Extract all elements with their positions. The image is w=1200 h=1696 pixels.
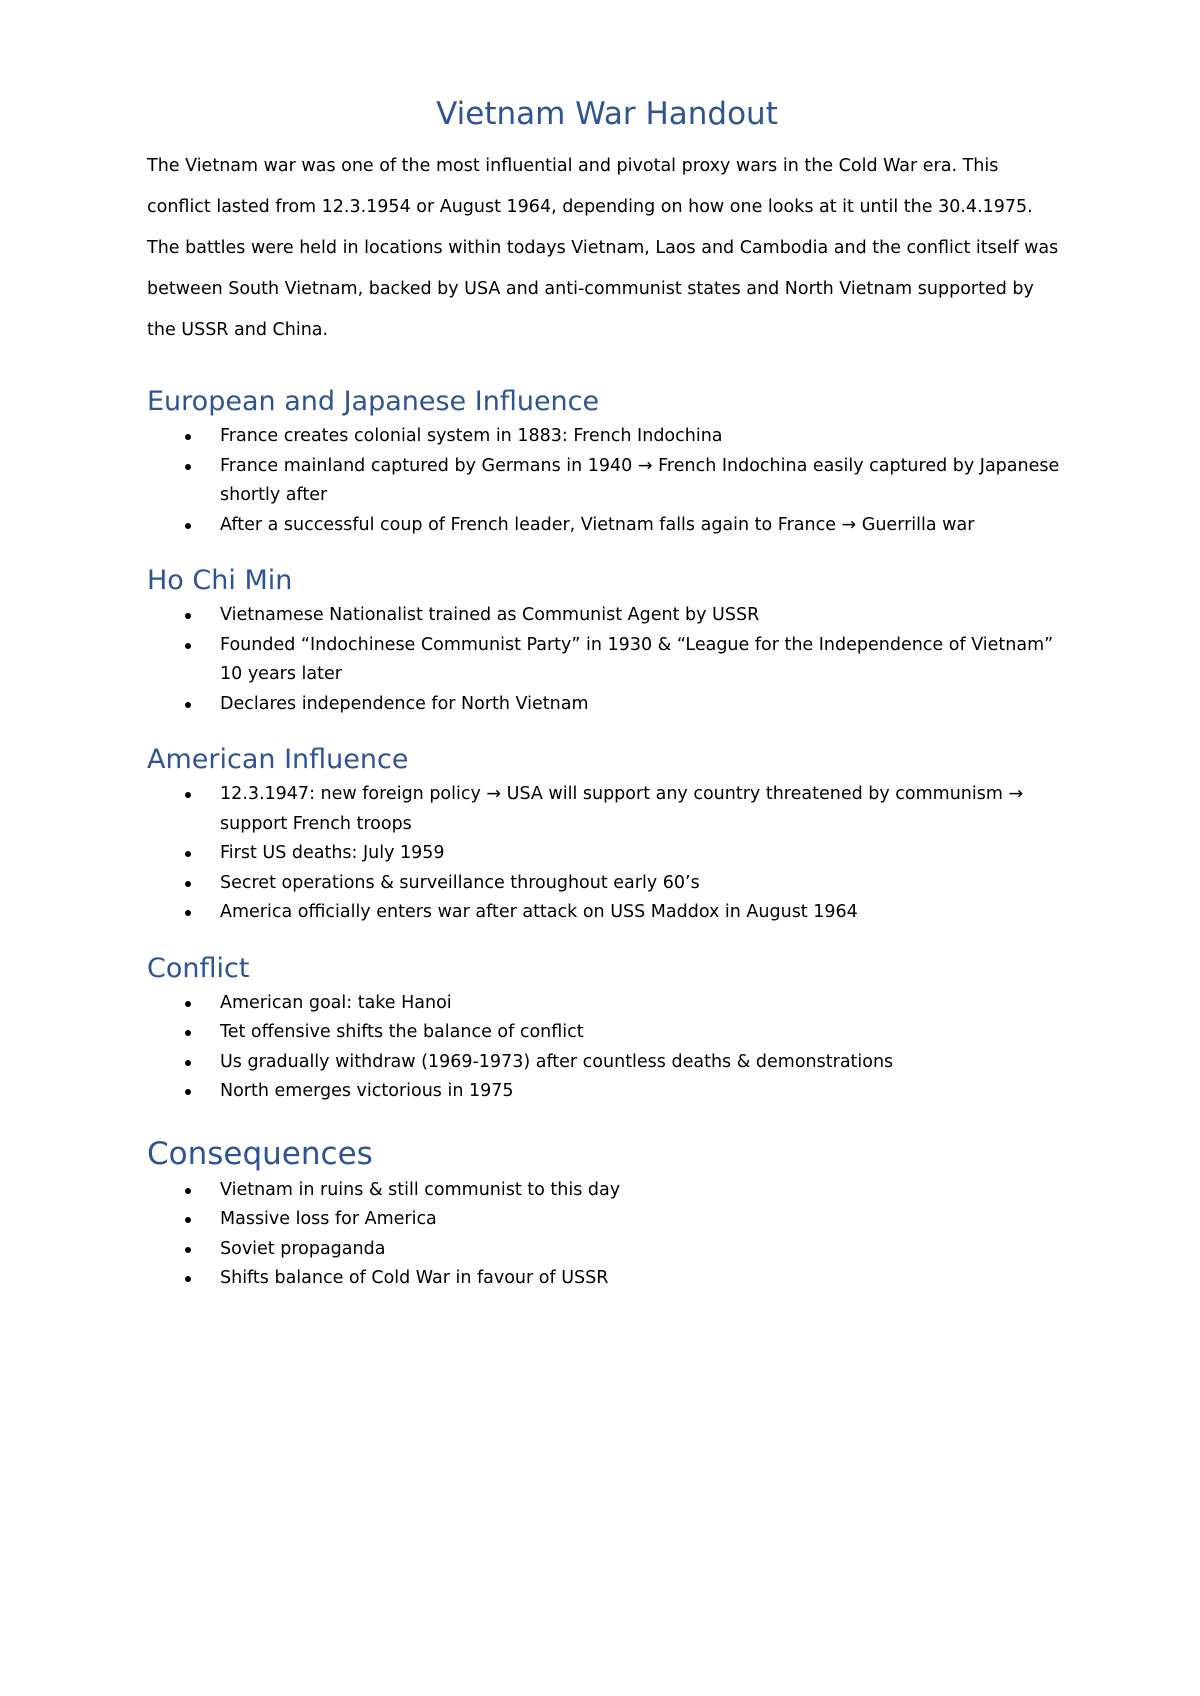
bullet-icon [185,881,191,887]
list-item [147,1077,1067,1107]
bullet-icon [185,464,191,470]
list-american-influence [147,780,1067,928]
bullet-icon [185,643,191,649]
list-item [147,422,1067,452]
list-item-text: American goal: take Hanoi [220,992,452,1013]
heading-ho-chi-min: Ho Chi Min [147,565,293,596]
list-item-text: Founded “Indochinese Communist Party” in 1930 & “League for the Independence of Vietnam” 10 years later [220,634,1054,684]
heading-american-influence: American Influence [147,744,409,775]
list-item [147,1018,1067,1048]
heading-european-japanese-influence: European and Japanese Influence [147,386,600,417]
list-item-text: France creates colonial system in 1883: French Indochina [220,426,723,446]
list-item-text: Us gradually withdraw (1969-1973) after countless deaths & demonstrations [220,1051,894,1072]
bullet-icon [185,1001,191,1007]
list-item [147,780,1067,839]
list-item [147,452,1067,511]
list-item-text: Vietnam in ruins & still communist to this day [220,1179,621,1200]
list-item-text: Shifts balance of Cold War in favour of USSR [220,1268,609,1288]
bullet-icon [185,1030,191,1036]
bullet-icon [185,1247,191,1253]
bullet-icon [185,792,191,798]
bullet-icon [185,1089,191,1095]
list-item-text: Declares independence for North Vietnam [220,693,589,714]
list-european-japanese-influence [147,422,1067,540]
bullet-icon [185,702,191,708]
bullet-icon [185,851,191,857]
list-item-text: America officially enters war after attack on USS Maddox in August 1964 [220,902,858,922]
list-item-text: 12.3.1947: new foreign policy → USA will support any country threatened by communism → support French troops [220,784,1024,834]
heading-conflict: Conflict [147,952,250,984]
document-page [147,92,1067,1294]
list-item-text: Secret operations & surveillance throughout early 60’s [220,872,700,893]
list-item [147,631,1067,690]
list-item-text: France mainland captured by Germans in 1940 → French Indochina easily captured by Japanese shortly after [220,455,1060,505]
list-item-text: First US deaths: July 1959 [220,843,445,863]
list-item-text: Soviet propaganda [220,1238,386,1259]
list-item-text: After a successful coup of French leader, Vietnam falls again to France → Guerrilla war [220,514,975,535]
list-item [147,898,1067,928]
bullet-icon [185,910,191,916]
intro-paragraph: The Vietnam war was one of the most influential and pivotal proxy wars in the Cold War era. This conflict lasted from 12.3.1954 or August 1964, depending on how one looks at it until the 30.4.1975. The battles were held in locations within todays Vietnam, Laos and Cambodia and the conflict itself was between South Vietnam, backed by USA and anti-communist states and North Vietnam supported by the USSR and China. [147,156,1059,340]
bullet-icon [185,523,191,529]
bullet-icon [185,1217,191,1223]
bullet-icon [185,613,191,619]
list-item [147,1205,1067,1235]
list-item [147,601,1067,631]
bullet-icon [185,1276,191,1282]
list-item-text: Massive loss for America [220,1209,437,1229]
list-consequences [147,1176,1067,1294]
bullet-icon [185,434,191,440]
list-item [147,511,1067,541]
list-item [147,1235,1067,1265]
bullet-icon [185,1188,191,1194]
list-item [147,1048,1067,1078]
document-title: Vietnam War Handout [436,96,778,132]
list-conflict [147,989,1067,1107]
list-ho-chi-min [147,601,1067,719]
list-item-text: Tet offensive shifts the balance of conflict [220,1022,584,1042]
list-item [147,989,1067,1019]
bullet-icon [185,1060,191,1066]
list-item [147,690,1067,720]
list-item [147,1176,1067,1206]
list-item [147,1264,1067,1294]
list-item [147,869,1067,899]
list-item-text: Vietnamese Nationalist trained as Communist Agent by USSR [220,605,760,625]
list-item-text: North emerges victorious in 1975 [220,1081,514,1101]
list-item [147,839,1067,869]
heading-consequences: Consequences [147,1135,373,1172]
